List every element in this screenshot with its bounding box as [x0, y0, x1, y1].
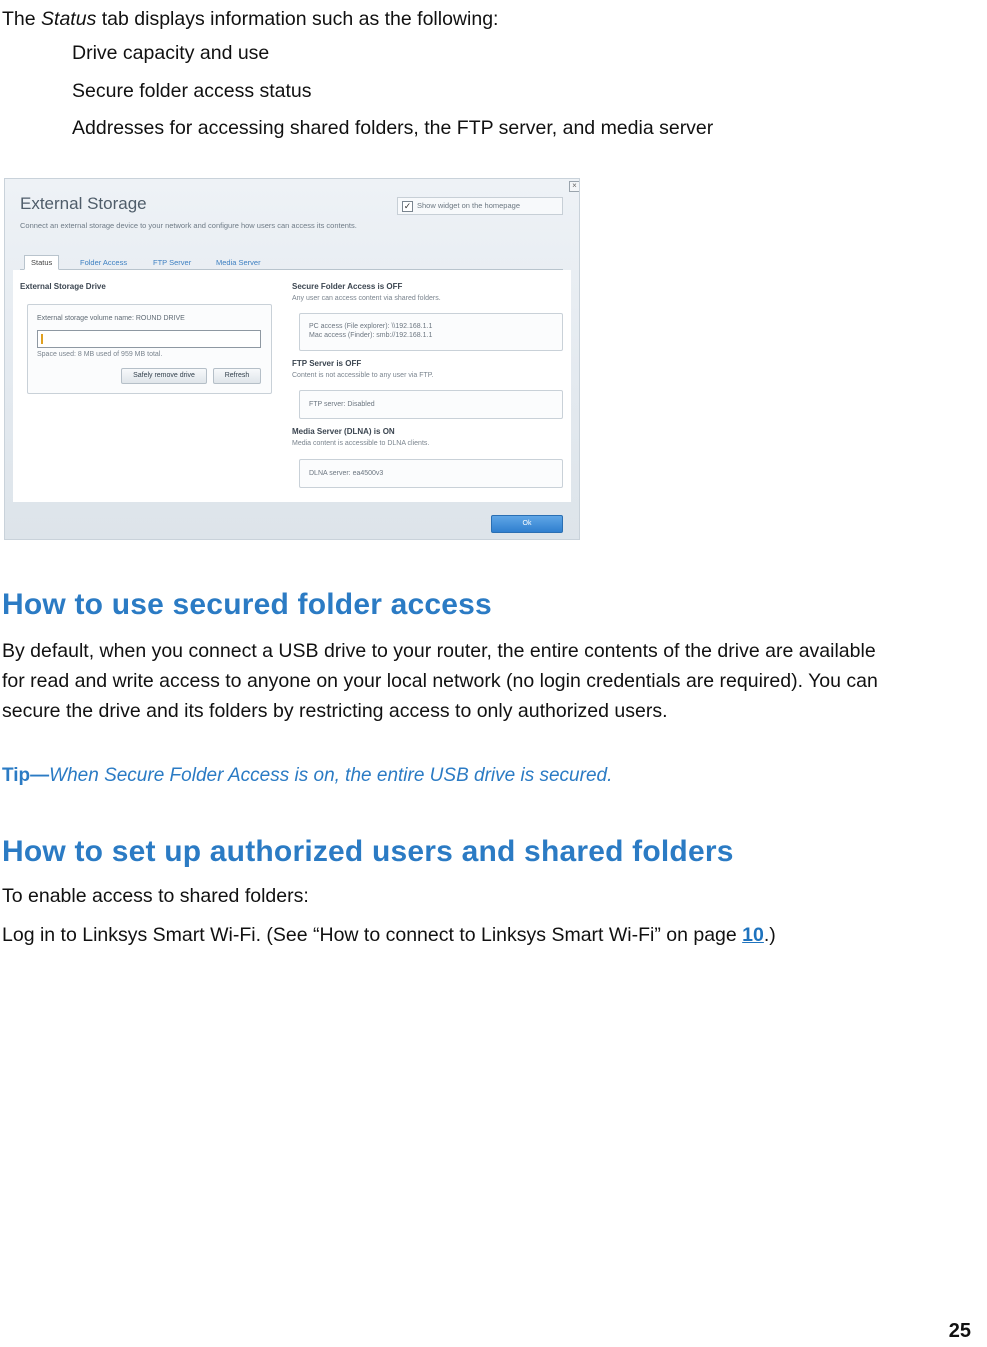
pc-access-text: PC access (File explorer): \\192.168.1.1: [309, 323, 433, 330]
secure-folder-heading: Secure Folder Access is OFF: [292, 282, 403, 291]
tip-text: When Secure Folder Access is on, the entire USB drive is secured.: [49, 765, 613, 786]
paragraph-line: for read and write access to anyone on your local network (no login credentials are required). You can: [2, 670, 878, 692]
intro-tab-name: Status: [41, 8, 97, 30]
dlna-status-box: [299, 459, 563, 488]
bullet-item: Drive capacity and use: [72, 42, 270, 64]
volume-name-label: External storage volume name: ROUND DRIVE: [37, 315, 185, 322]
mac-access-text: Mac access (Finder): smb://192.168.1.1: [309, 332, 433, 339]
section-heading-secured-access: How to use secured folder access: [2, 588, 492, 621]
dlna-status-text: DLNA server: ea4500v3: [309, 470, 384, 477]
panel-subtitle: Connect an external storage device to your network and configure how users can access its contents.: [20, 221, 357, 230]
section-heading-authorized-users: How to set up authorized users and shared folders: [2, 835, 734, 868]
section2-line1: To enable access to shared folders:: [2, 885, 309, 907]
tip-note: [2, 765, 612, 787]
section2-line2: [2, 920, 776, 950]
external-storage-screenshot: [4, 178, 580, 540]
paragraph-line: secure the drive and its folders by restricting access to only authorized users.: [2, 700, 668, 722]
login-instruction: Log in to Linksys Smart Wi-Fi. (See “How to connect to Linksys Smart Wi-Fi” on page: [2, 924, 743, 946]
ftp-status-box: [299, 390, 563, 419]
tip-label: Tip—: [2, 765, 50, 786]
intro-prefix: The: [2, 8, 42, 30]
safely-remove-drive-button[interactable]: Safely remove drive: [121, 368, 207, 384]
secure-folder-subtext: Any user can access content via shared folders.: [292, 295, 441, 302]
media-server-heading: Media Server (DLNA) is ON: [292, 427, 395, 436]
show-widget-checkbox[interactable]: [397, 197, 563, 215]
tab-ftp-server[interactable]: FTP Server: [153, 258, 192, 267]
refresh-button[interactable]: Refresh: [213, 368, 261, 384]
share-addresses-box: [299, 313, 563, 351]
external-storage-drive-heading: External Storage Drive: [20, 282, 106, 291]
tab-media-server[interactable]: Media Server: [216, 258, 261, 267]
bullet-item: Secure folder access status: [72, 80, 312, 102]
section1-paragraph: [2, 636, 977, 726]
panel-title: External Storage: [20, 194, 147, 213]
intro-suffix: tab displays information such as the following:: [96, 8, 499, 30]
intro-sentence: [2, 4, 498, 34]
close-icon[interactable]: ×: [569, 181, 580, 192]
ok-button[interactable]: Ok: [491, 515, 563, 533]
ftp-status-text: FTP server: Disabled: [309, 401, 375, 408]
tab-folder-access[interactable]: Folder Access: [80, 258, 128, 267]
bullet-item: Addresses for accessing shared folders, the FTP server, and media server: [72, 117, 714, 139]
ftp-server-subtext: Content is not accessible to any user via FTP.: [292, 372, 434, 379]
paragraph-line: By default, when you connect a USB drive to your router, the entire contents of the drive are available: [2, 640, 876, 662]
page-reference-link[interactable]: 10: [742, 924, 764, 946]
space-used-text: Space used: 8 MB used of 959 MB total.: [37, 351, 163, 358]
tab-bar: [20, 256, 563, 270]
ftp-server-heading: FTP Server is OFF: [292, 359, 362, 368]
tab-status[interactable]: Status: [24, 255, 59, 270]
login-instruction-end: .): [763, 924, 776, 946]
page-number: 25: [948, 1320, 971, 1342]
volume-name-input[interactable]: [37, 330, 261, 348]
checkbox-icon[interactable]: ✓: [403, 201, 412, 211]
show-widget-label: Show widget on the homepage: [417, 201, 520, 210]
media-server-subtext: Media content is accessible to DLNA clients.: [292, 440, 430, 447]
text-caret: [41, 334, 43, 344]
